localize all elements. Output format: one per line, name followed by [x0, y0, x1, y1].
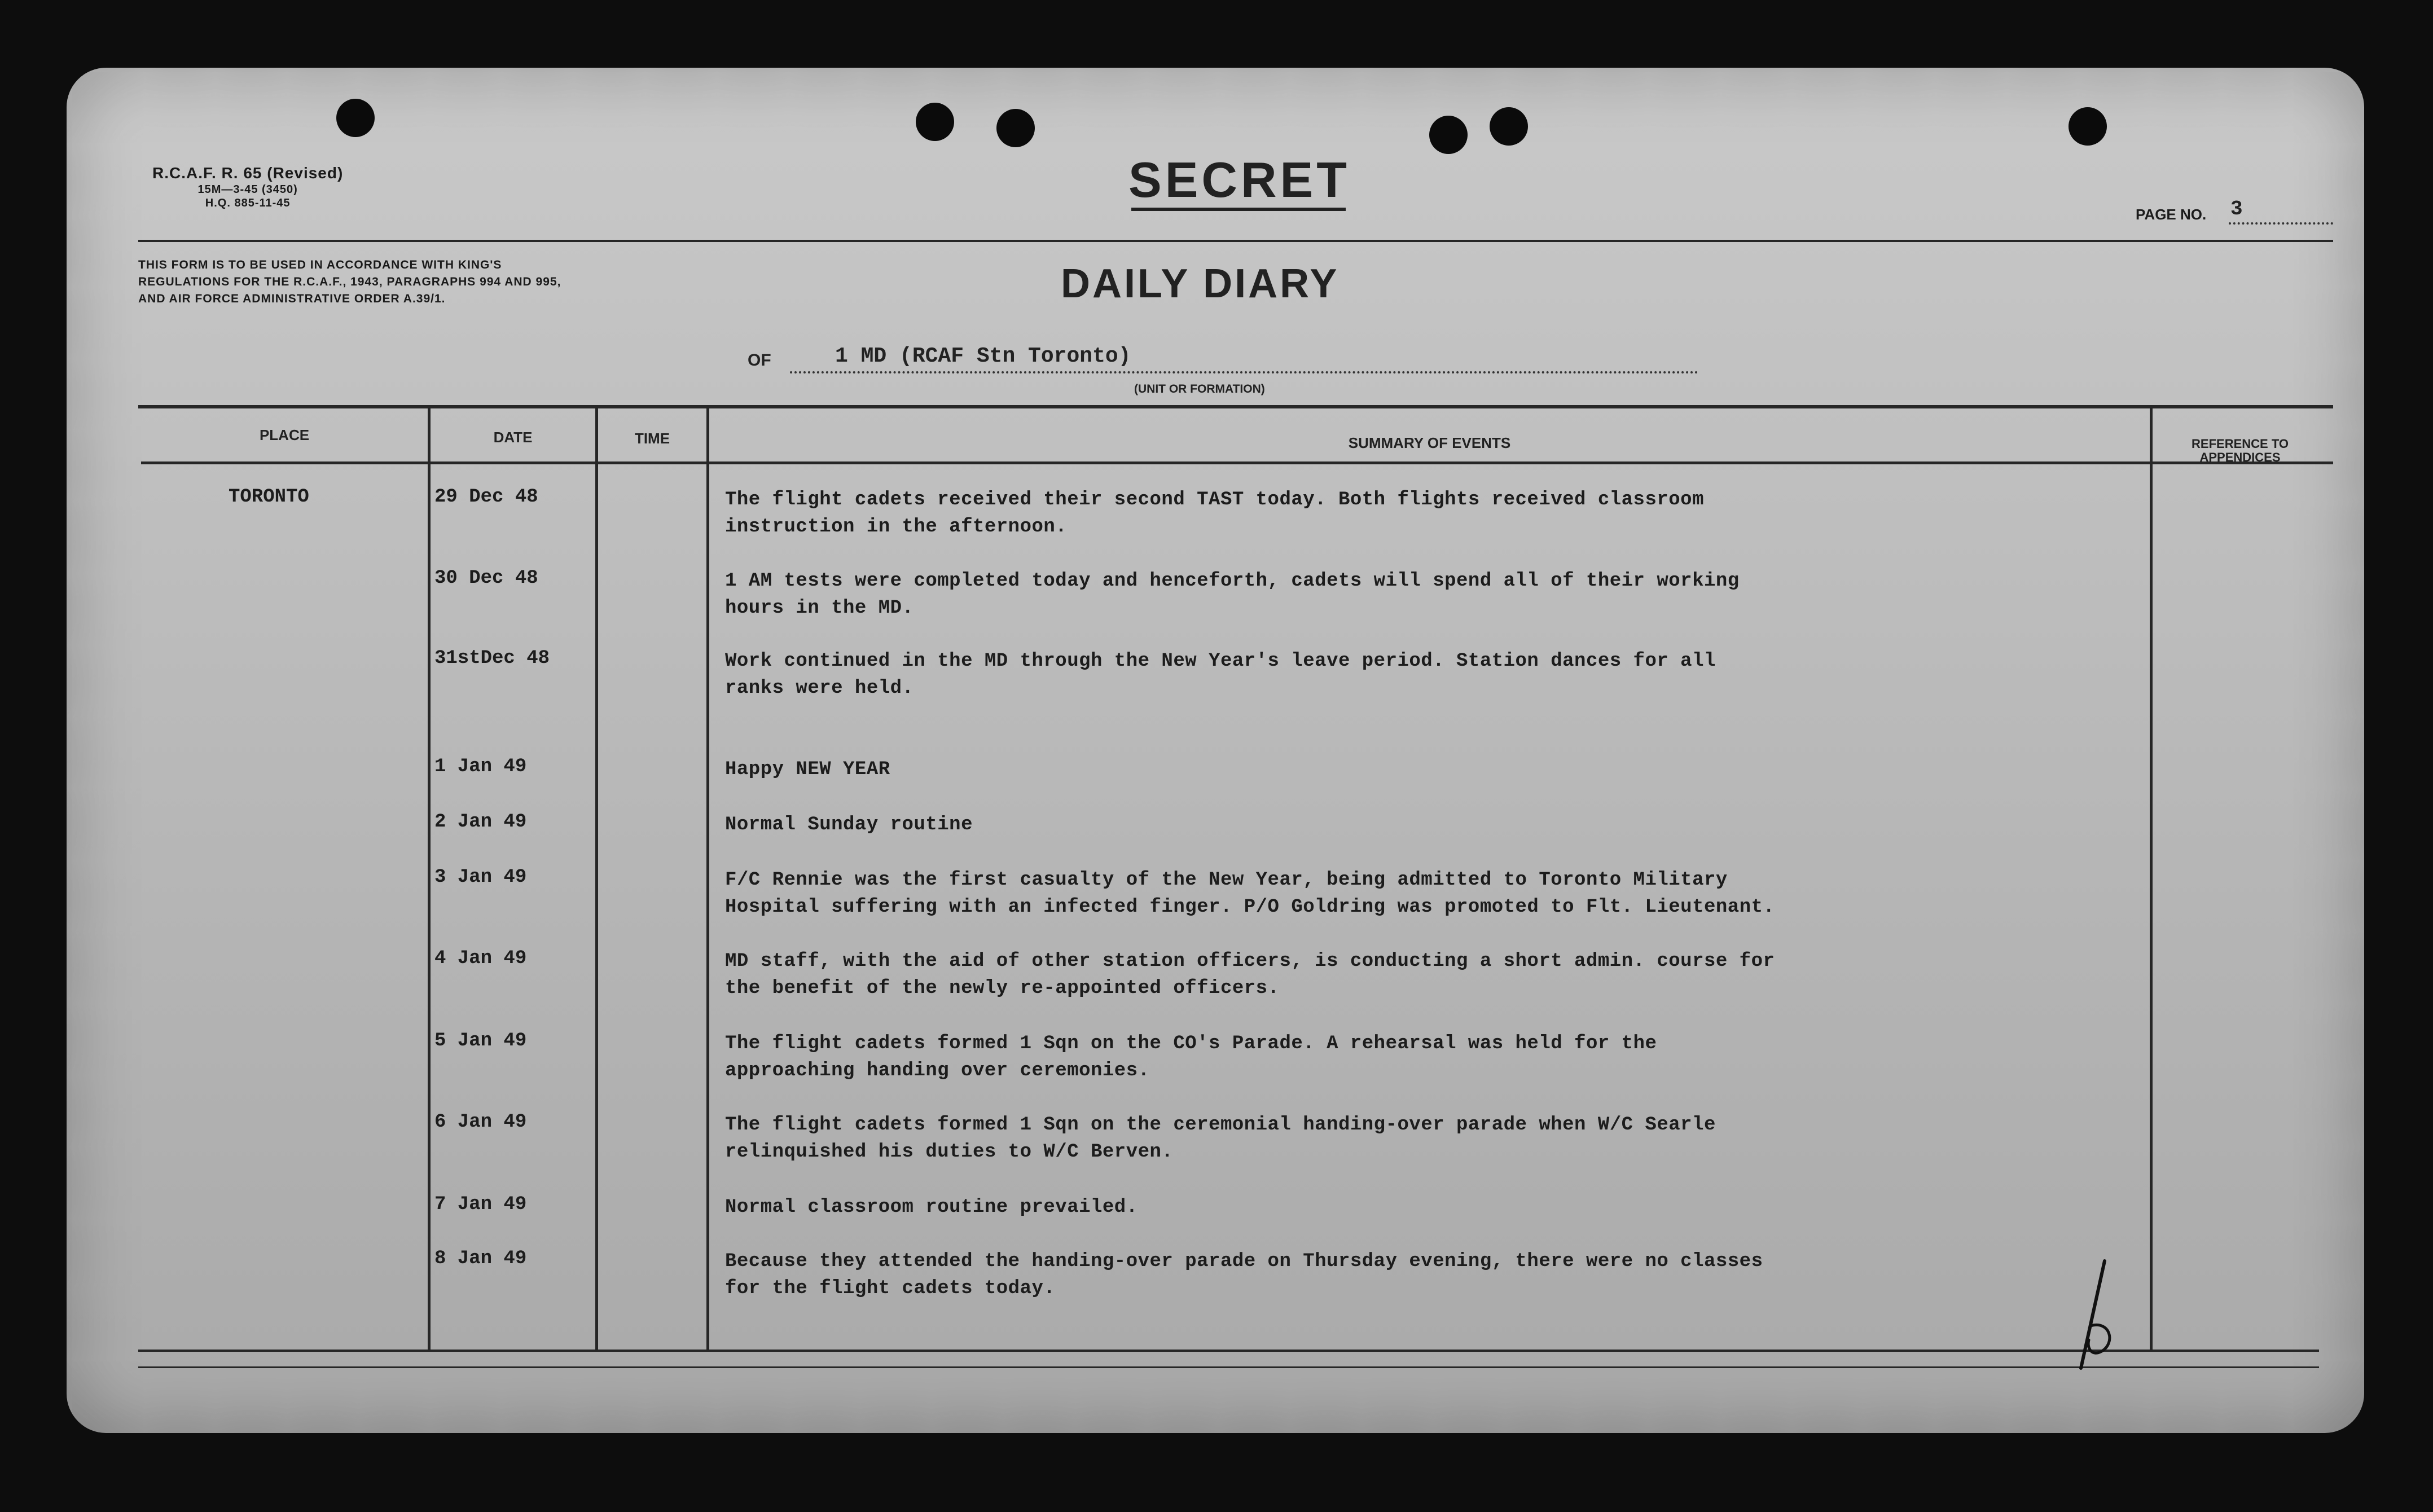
entry-date: 7 Jan 49	[434, 1194, 527, 1215]
entry-text-line: Hospital suffering with an infected finger. P/O Goldring was promoted to Flt. Lieutenant.	[725, 896, 1775, 918]
header-rule	[138, 240, 2333, 242]
punch-hole	[996, 109, 1035, 147]
entry-text-line: Normal Sunday routine	[725, 814, 973, 836]
entry-text-line: the benefit of the newly re-appointed officers.	[725, 978, 1280, 999]
entry-date: 29 Dec 48	[434, 486, 538, 508]
punch-hole	[2069, 107, 2107, 146]
column-header-time: TIME	[634, 430, 670, 447]
entry-text-line: approaching handing over ceremonies.	[725, 1060, 1150, 1082]
form-code	[152, 164, 343, 210]
entry-text	[725, 756, 2023, 783]
column-divider	[595, 407, 598, 1350]
entry-text-line: The flight cadets formed 1 Sqn on the ceremonial handing-over parade when W/C Searle	[725, 1114, 1716, 1136]
entry-text	[725, 1111, 2023, 1166]
column-header-date: DATE	[493, 429, 533, 446]
entry-date: 30 Dec 48	[434, 568, 538, 589]
entry-date: 4 Jan 49	[434, 948, 527, 969]
column-divider	[2150, 407, 2153, 1350]
entry-text-line: hours in the MD.	[725, 597, 914, 619]
entry-text	[725, 648, 2023, 702]
column-divider	[706, 407, 709, 1350]
form-code-line: 15M—3-45 (3450)	[197, 183, 298, 196]
entry-text-line: F/C Rennie was the first casualty of the New Year, being admitted to Toronto Military	[725, 869, 1728, 891]
form-code-line: H.Q. 885-11-45	[205, 197, 291, 209]
punch-hole	[916, 103, 954, 141]
column-header-reference: REFERENCE TO APPENDICES	[2192, 437, 2289, 464]
entry-date: 5 Jan 49	[434, 1030, 527, 1052]
entry-text	[725, 1030, 2023, 1084]
entry-text-line: MD staff, with the aid of other station officers, is conducting a short admin. course for	[725, 951, 1775, 972]
unit-value: 1 MD (RCAF Stn Toronto)	[835, 344, 1131, 368]
entry-text	[725, 486, 2023, 540]
entry-text-line: Normal classroom routine prevailed.	[725, 1197, 1138, 1218]
entry-date: 1 Jan 49	[434, 756, 527, 777]
punch-hole	[1429, 116, 1468, 154]
page-no-label: PAGE NO.	[2136, 206, 2207, 223]
table-bottom-rule	[138, 1350, 2319, 1352]
entry-date: 6 Jan 49	[434, 1111, 527, 1133]
entry-text	[725, 1194, 2023, 1221]
page-no-value: 3	[2230, 197, 2243, 221]
table-top-rule	[138, 405, 2333, 408]
handwritten-mark	[2071, 1258, 2122, 1371]
unit-line	[790, 371, 1698, 373]
entry-date: 2 Jan 49	[434, 811, 527, 833]
entry-text-line: Because they attended the handing-over parade on Thursday evening, there were no classes	[725, 1251, 1763, 1272]
of-label: OF	[748, 351, 771, 370]
column-header-place: PLACE	[259, 427, 310, 443]
place-value: TORONTO	[229, 486, 309, 508]
entry-text	[725, 1248, 2023, 1302]
entry-text-line: Happy NEW YEAR	[725, 759, 890, 780]
page-no-line	[2229, 222, 2333, 225]
column-divider	[428, 407, 431, 1350]
entry-text-line: ranks were held.	[725, 678, 914, 699]
entry-date: 31stDec 48	[434, 648, 550, 669]
entry-text-line: Work continued in the MD through the New Year's leave period. Station dances for all	[725, 650, 1716, 672]
entry-date: 3 Jan 49	[434, 867, 527, 888]
table-header-rule	[141, 461, 2333, 464]
entry-text-line: relinquished his duties to W/C Berven.	[725, 1141, 1174, 1163]
entry-text	[725, 568, 2023, 622]
form-code-line: R.C.A.F. R. 65 (Revised)	[152, 164, 344, 182]
entry-text	[725, 811, 2023, 838]
entry-text-line: instruction in the afternoon.	[725, 516, 1068, 538]
table-bottom-rule	[138, 1366, 2319, 1368]
classification-underline	[1131, 208, 1346, 211]
column-header-summary: SUMMARY OF EVENTS	[1348, 434, 1511, 451]
entry-text-line: The flight cadets formed 1 Sqn on the CO's Parade. A rehearsal was held for the	[725, 1033, 1657, 1054]
entry-text	[725, 948, 2023, 1002]
page-title: DAILY DIARY	[1061, 261, 1340, 306]
entry-text-line: The flight cadets received their second TAST today. Both flights received classroom	[725, 489, 1704, 511]
entry-date: 8 Jan 49	[434, 1248, 527, 1269]
classification-heading: SECRET	[1128, 152, 1350, 208]
punch-hole	[1490, 107, 1528, 146]
entry-text	[725, 867, 2023, 921]
entry-text-line: 1 AM tests were completed today and henceforth, cadets will spend all of their working	[725, 570, 1740, 592]
punch-hole	[336, 99, 375, 137]
unit-caption: (UNIT OR FORMATION)	[1134, 383, 1265, 395]
form-note: THIS FORM IS TO BE USED IN ACCORDANCE WITH KING'S REGULATIONS FOR THE R.C.A.F., 1943, PARAGRAPHS 994 AND 995, AND AIR FORCE ADMINISTRATIVE ORDER A.39/1.	[138, 258, 561, 305]
entry-text-line: for the flight cadets today.	[725, 1278, 1056, 1299]
